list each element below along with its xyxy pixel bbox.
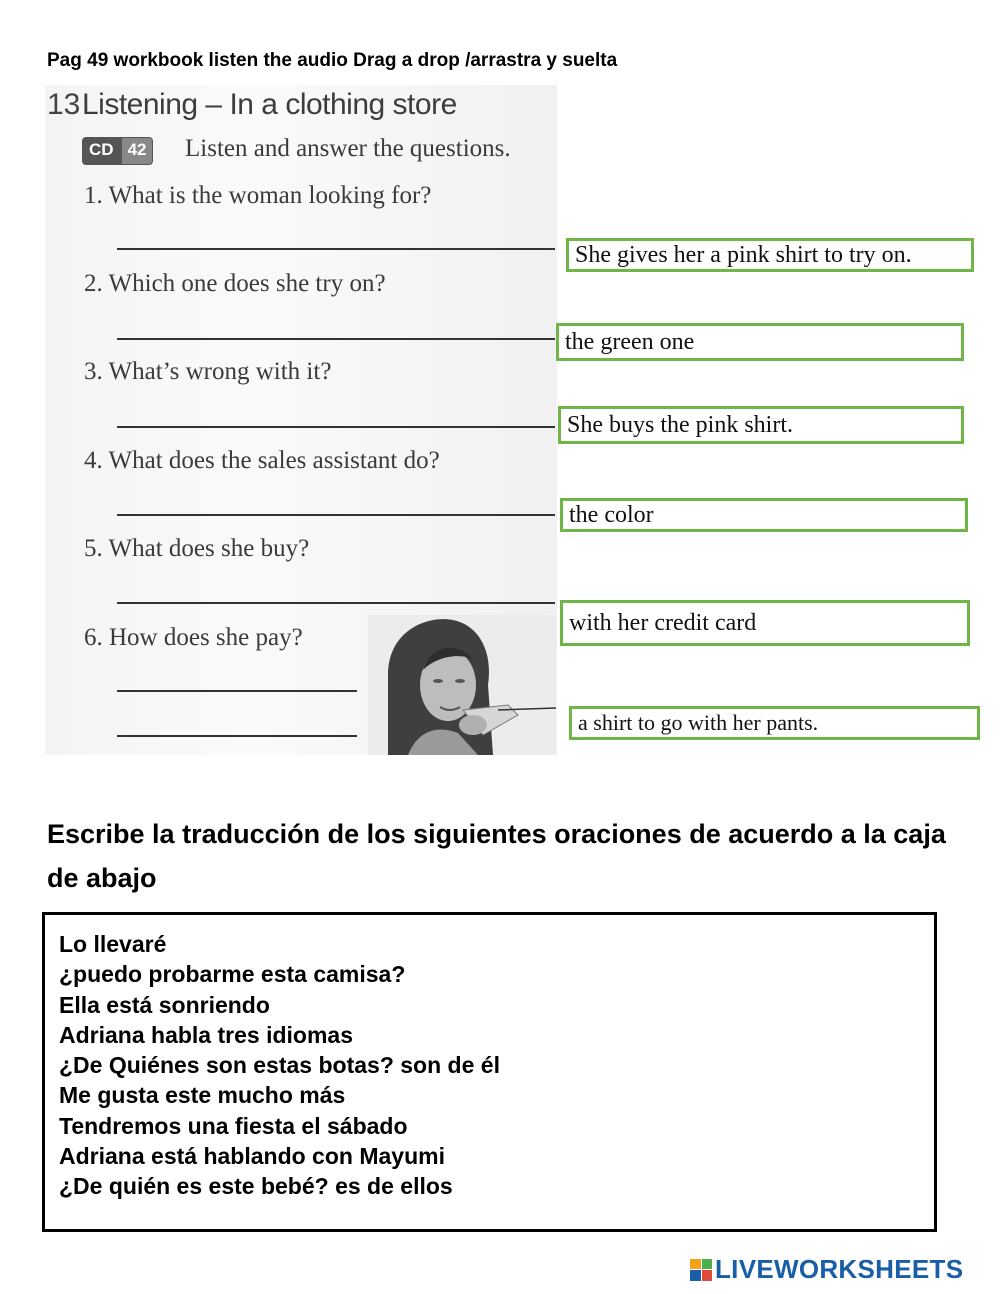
question-5: 5. What does she buy? xyxy=(84,535,310,562)
answer-line-6b xyxy=(117,735,357,737)
question-2: 2. Which one does she try on? xyxy=(84,270,386,297)
exercise-instruction: Listen and answer the questions. xyxy=(185,135,511,162)
liveworksheets-logo xyxy=(690,1254,963,1285)
answer-card-1[interactable]: She gives her a pink shirt to try on. xyxy=(566,238,974,272)
question-1: 1. What is the woman looking for? xyxy=(84,182,432,209)
translation-item: Me gusta este mucho más xyxy=(59,1082,346,1109)
translation-item: Lo llevaré xyxy=(59,931,167,957)
cd-label: CD xyxy=(89,140,114,159)
liveworksheets-logo-icon xyxy=(690,1259,712,1281)
question-4: 4. What does the sales assistant do? xyxy=(84,447,440,474)
translation-item: ¿De quién es este bebé? es de ellos xyxy=(59,1173,453,1200)
translation-item: ¿puedo probarme esta camisa? xyxy=(59,961,406,988)
translation-box xyxy=(42,912,937,1232)
translation-item: Tendremos una fiesta el sábado xyxy=(59,1112,408,1139)
cd-track: 42 xyxy=(122,138,153,164)
woman-photo xyxy=(368,615,556,755)
exercise-title: Listening – In a clothing store xyxy=(82,88,457,121)
page-heading: Pag 49 workbook listen the audio Drag a drop /arrastra y suelta xyxy=(47,50,618,71)
cd-badge xyxy=(82,137,153,165)
translation-item: Ella está sonriendo xyxy=(59,991,270,1018)
answer-card-4[interactable]: the color xyxy=(560,498,968,532)
answer-card-5[interactable]: with her credit card xyxy=(560,600,970,646)
answer-line-2 xyxy=(117,338,555,340)
question-3: 3. What’s wrong with it? xyxy=(84,358,332,385)
answer-line-1 xyxy=(117,248,555,250)
question-6: 6. How does she pay? xyxy=(84,624,303,651)
answer-line-4 xyxy=(117,514,555,516)
answer-line-6a xyxy=(117,690,357,692)
answer-card-3[interactable]: She buys the pink shirt. xyxy=(558,406,964,444)
translation-item: Adriana habla tres idiomas xyxy=(59,1021,353,1048)
exercise-number: 13 xyxy=(47,88,81,121)
answer-card-6[interactable]: a shirt to go with her pants. xyxy=(569,706,980,740)
answer-line-5 xyxy=(117,602,555,604)
translation-item: Adriana está hablando con Mayumi xyxy=(59,1143,445,1170)
answer-card-2[interactable]: the green one xyxy=(556,323,964,361)
translation-item: ¿De Quiénes son estas botas? son de él xyxy=(59,1052,500,1079)
answer-line-3 xyxy=(117,426,555,428)
translation-heading: Escribe la traducción de los siguientes oraciones de acuerdo a la caja de abajo xyxy=(47,819,946,893)
logo-text: LIVEWORKSHEETS xyxy=(715,1254,964,1284)
